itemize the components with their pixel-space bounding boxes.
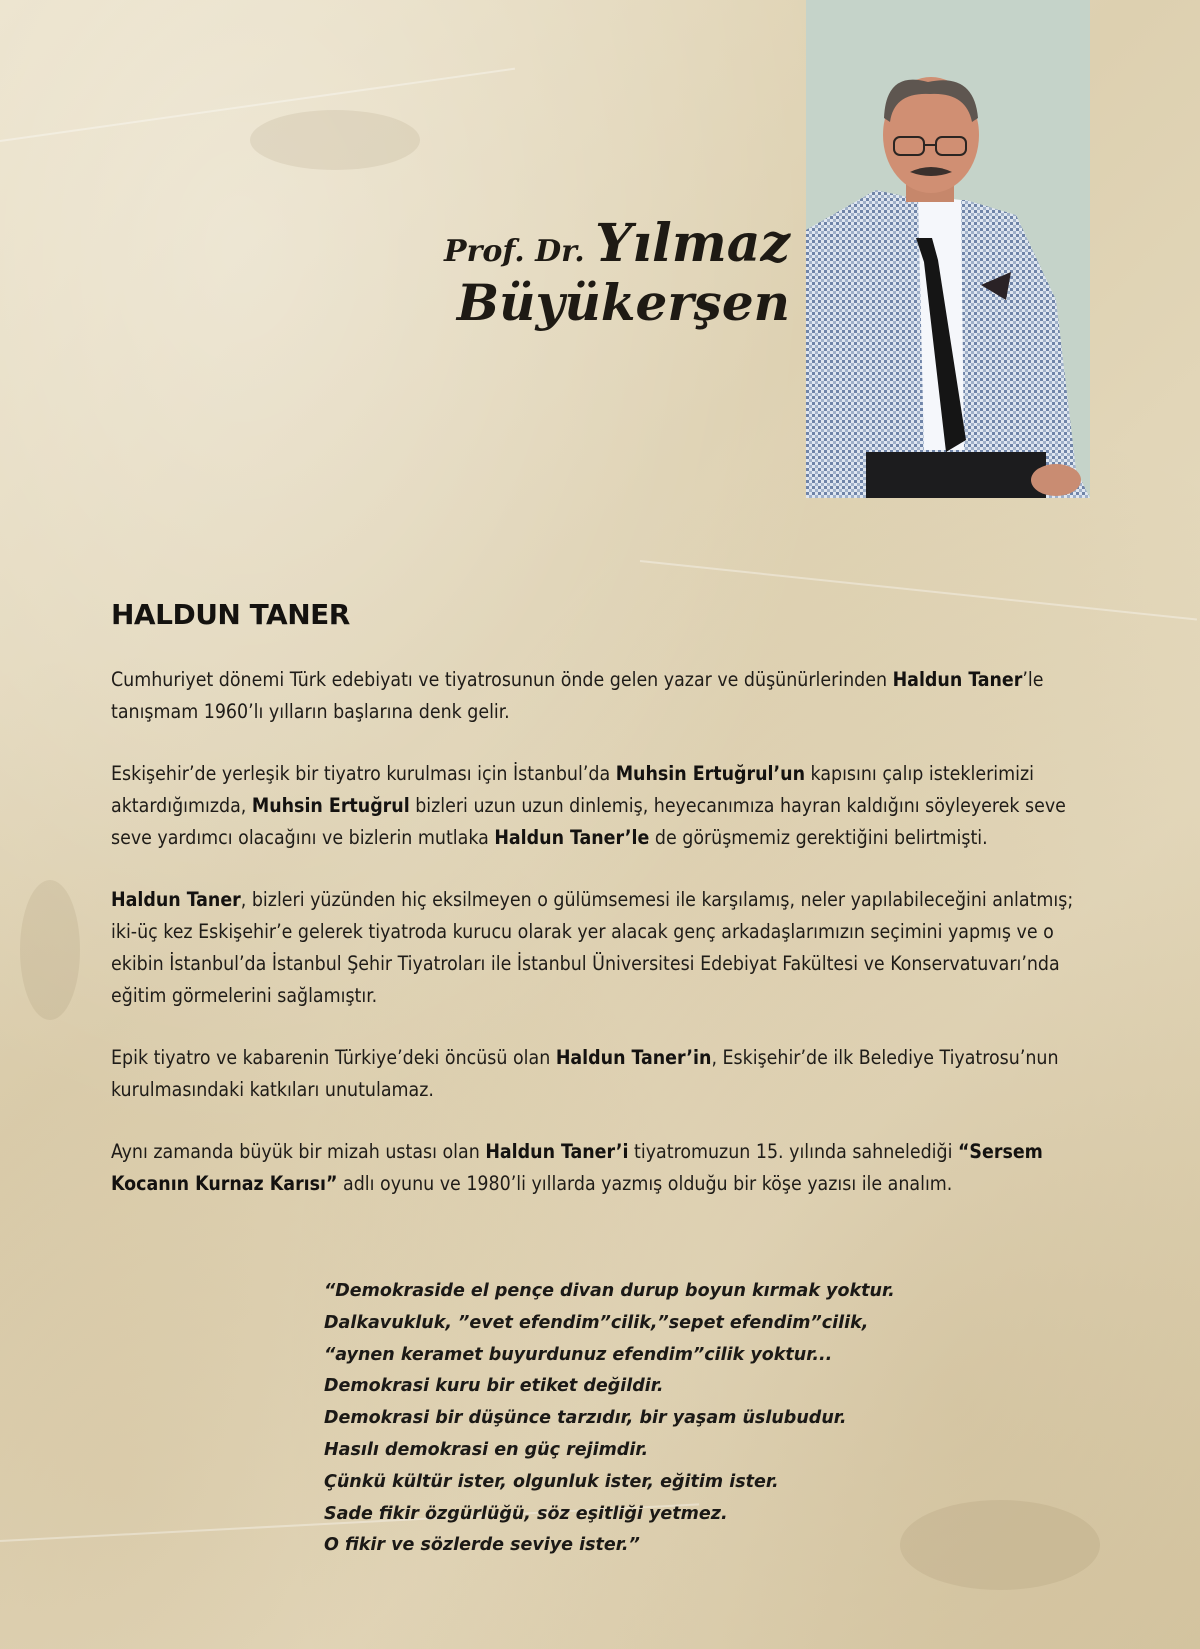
text-run: kapısını çalıp isteklerimizi aktardığımızda, <box>111 762 1034 817</box>
quote-line: “aynen keramet buyurdunuz efendim”cilik yoktur... <box>324 1344 833 1365</box>
text-run: ’le tanışmam 1960’lı yılların başlarına denk gelir. <box>111 668 1044 723</box>
author-name <box>420 215 790 332</box>
quote-line: Hasılı demokrasi en güç rejimdir. <box>324 1439 649 1460</box>
text-run: Eskişehir’de yerleşik bir tiyatro kurulması için İstanbul’da <box>111 762 616 785</box>
bold-text: “Sersem Kocanın Kurnaz Karısı” <box>111 1140 1043 1195</box>
text-run: Aynı zamanda büyük bir mizah ustası olan <box>111 1140 486 1163</box>
portrait-illustration <box>806 0 1090 498</box>
author-last-name: Büyükerşen <box>456 273 790 333</box>
quote-line: Sade fikir özgürlüğü, söz eşitliği yetmez. <box>324 1503 728 1524</box>
text-run: tiyatromuzun 15. yılında sahnelediği <box>628 1140 958 1163</box>
text-run: , bizleri yüzünden hiç eksilmeyen o gülümsemesi ile karşılamış, neler yapılabileceğini anlatmış; iki-üç kez Eskişehir’e gelerek tiyatroda kurucu olarak yer alacak genç arkadaşlarımızın seçimini yapmış ve o ekibin İstanbul’da İstanbul Şehir Tiyatroları ile İstanbul Üniversitesi Edebiyat Fakültesi ve Konservatuvarı’nda eğitim görmelerini sağlamıştır. <box>111 888 1074 1007</box>
bold-text: Muhsin Ertuğrul <box>251 794 410 817</box>
quote-line: Dalkavukluk, ”evet efendim”cilik,”sepet efendim”cilik, <box>324 1312 869 1333</box>
author-prefix: Prof. Dr. <box>444 234 585 269</box>
text-run: de görüşmemiz gerektiğini belirtmişti. <box>649 826 988 849</box>
quote-block <box>324 1276 964 1562</box>
text-run: Epik tiyatro ve kabarenin Türkiye’deki öncüsü olan <box>111 1046 556 1069</box>
bold-text: Haldun Taner <box>111 888 241 911</box>
bold-text: Haldun Taner’i <box>485 1140 629 1163</box>
paper-stain <box>250 110 420 170</box>
paragraph <box>111 1042 1091 1106</box>
bold-text: Muhsin Ertuğrul’un <box>615 762 806 785</box>
quote-line: Demokrasi kuru bir etiket değildir. <box>324 1376 664 1397</box>
bold-text: Haldun Taner <box>892 668 1023 691</box>
author-name-line1 <box>420 215 790 272</box>
paragraph <box>111 1136 1091 1200</box>
paragraph <box>111 664 1091 728</box>
paragraph <box>111 758 1091 854</box>
text-run: bizleri uzun uzun dinlemiş, heyecanımıza hayran kaldığını söyleyerek seve seve yardımcı olacağını ve bizlerin mutlaka <box>111 794 1066 849</box>
bold-text: Haldun Taner’le <box>494 826 650 849</box>
text-run: , Eskişehir’de ilk Belediye Tiyatrosu’nun kurulmasındaki katkıları unutulamaz. <box>111 1046 1059 1101</box>
bold-text: Haldun Taner’in <box>555 1046 712 1069</box>
author-first-name: Yılmaz <box>595 213 790 274</box>
paper-stain <box>20 880 80 1020</box>
text-run: adlı oyunu ve 1980’li yıllarda yazmış olduğu bir köşe yazısı ile analım. <box>337 1172 953 1195</box>
article-title: HALDUN TANER <box>111 598 350 631</box>
author-portrait <box>806 0 1090 498</box>
article-body <box>111 664 1091 1200</box>
text-run: Cumhuriyet dönemi Türk edebiyatı ve tiyatrosunun önde gelen yazar ve düşünürlerinden <box>111 668 893 691</box>
quote-line: Demokrasi bir düşünce tarzıdır, bir yaşam üslubudur. <box>324 1408 847 1429</box>
paragraph <box>111 884 1091 1012</box>
paper-crease <box>640 560 1197 621</box>
quote-line: “Demokraside el pençe divan durup boyun kırmak yoktur. <box>324 1281 895 1301</box>
quote-line: Çünkü kültür ister, olgunluk ister, eğitim ister. <box>324 1471 779 1492</box>
quote-line: O fikir ve sözlerde seviye ister.” <box>324 1535 640 1556</box>
